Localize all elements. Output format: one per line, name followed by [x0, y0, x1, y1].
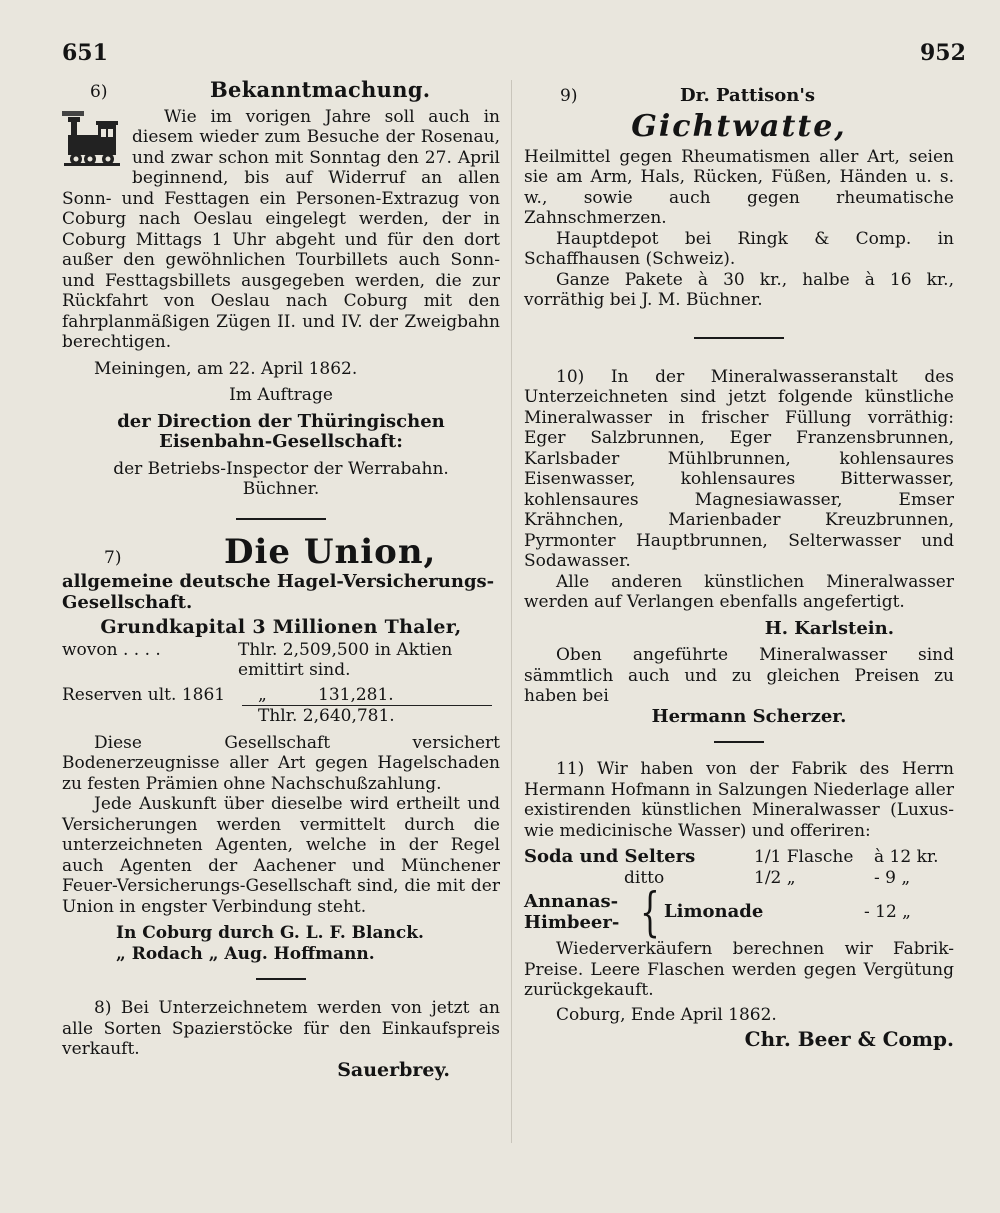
ad-9-prices: Ganze Pakete à 30 kr., halbe à 16 kr., vorräthig bei J. M. Büchner.	[524, 269, 954, 310]
ad-6-number: 6)	[90, 82, 108, 102]
ad-10-also: Oben angeführte Mineralwasser sind sämmtlich auch und zu gleichen Preisen zu haben bei	[524, 645, 954, 706]
price-row	[524, 868, 954, 889]
column-divider	[511, 80, 512, 1143]
ad-6-commission: Im Auftrage	[229, 385, 333, 405]
ad-10-other: Alle anderen künstlichen Mineralwasser werden auf Verlangen ebenfalls angefertigt.	[524, 571, 954, 612]
flavour-annanas: Annanas-	[524, 891, 619, 912]
right-column	[524, 80, 954, 1050]
separator-line	[714, 741, 764, 743]
ad-11-resellers: Wiederverkäufern berechnen wir Fabrik-Preise. Leere Flaschen werden gegen Vergütung zurückgekauft.	[524, 939, 954, 1000]
brace-glyph: {	[640, 882, 660, 943]
ad-8-signature: Sauerbrey.	[337, 1058, 450, 1081]
ad-11	[524, 759, 954, 1050]
ad-6-signature: Büchner.	[242, 479, 320, 499]
ad-6	[62, 77, 500, 500]
price-row-name: ditto	[624, 867, 665, 888]
ad-6-direction: der Direction der Thüringischen Eisenbahn-Gesellschaft:	[117, 410, 445, 452]
ad-7-wovon-amount: Thlr. 2,509,500 in Aktien emittirt sind.	[238, 639, 453, 680]
ad-6-place-date: Meiningen, am 22. April 1862.	[94, 358, 358, 379]
ad-9	[524, 86, 954, 311]
ad-7-capital: Grundkapital 3 Millionen Thaler,	[100, 616, 462, 638]
price-row-price: - 9 „	[874, 867, 911, 888]
ad-7	[62, 531, 500, 965]
ad-7-subtitle: allgemeine deutsche Hagel-Versicherungs-Gesellschaft.	[62, 571, 495, 613]
separator-line	[694, 337, 784, 339]
ad-9-depot: Hauptdepot bei Ringk & Comp. in Schaffhausen (Schweiz).	[524, 228, 954, 269]
limonade-row	[524, 882, 954, 943]
ad-10	[524, 367, 954, 728]
ad-6-inspector: der Betriebs-Inspector der Werrabahn.	[113, 458, 449, 479]
ad-11-signature: Chr. Beer & Comp.	[744, 1027, 954, 1051]
ad-9-number: 9)	[560, 86, 578, 106]
ad-7-para2: Jede Auskunft über dieselbe wird ertheilt und Versicherungen werden vermittelt durch die unterzeichneten Agenten, welche in der Regel auch Agenten der Aachener und Münchener Feuer-Versicherungs-Gesellschaft sind, die mit der Union in engster Verbindung steht.	[62, 794, 500, 917]
ad-6-body: Wie im vorigen Jahre soll auch in diesem wieder zum Besuche der Rosenau, und zwar schon mit Sonntag den 27. April beginnend, bis auf Widerruf an allen Sonn- und Festtagen ein Personen-Extrazug von Coburg nach Oeslau eingelegt werden, der in Coburg Mittags 1 Uhr abgeht und für den dort außer den gewöhnlichen Tourbillets auch Sonn- und Festtagsbillets ausgegeben werden, die zur Rückfahrt von Oeslau nach Coburg mit den fahrplanmäßigen Zügen II. und IV. der Zweigbahn berechtigen.	[62, 106, 500, 352]
ad-8-text: 8) Bei Unterzeichnetem werden von jetzt an alle Sorten Spazierstöcke für den Einkaufspreis verkauft.	[62, 998, 500, 1059]
ad-10-signature: H. Karlstein.	[764, 617, 894, 639]
flavour-himbeer: Himbeer-	[524, 911, 620, 933]
ad-10-body: 10) In der Mineralwasseranstalt des Unterzeichneten sind jetzt folgende künstliche Mineralwasser in frischer Füllung vorräthig: Eger Salzbrunnen, Eger Franzensbrunnen, Karlsbader Mühlbrunnen, kohlensaures Eisenwasser, kohlensaures Bitterwasser, kohlensaures Magnesiawasser, Emser Krähnchen, Marienbader Kreuzbrunnen, Pyrmonter Hauptbrunnen, Selterwasser und Sodawasser.	[524, 366, 954, 571]
page-number-left: 651	[62, 40, 108, 66]
ad-7-number: 7)	[104, 547, 122, 568]
ad-11-place-date: Coburg, Ende April 1862.	[556, 1004, 777, 1025]
price-row-size: 1/2 „	[754, 867, 796, 888]
ad-7-agent1: In Coburg durch G. L. F. Blanck.	[116, 923, 424, 943]
price-row-name: Soda und Selters	[524, 846, 696, 867]
ad-7-reserves-label: Reserven ult. 1861	[62, 684, 226, 705]
locomotive-icon	[62, 111, 122, 173]
ad-7-reserves-amount: 131,281.	[318, 684, 394, 705]
ad-7-total: Thlr. 2,640,781.	[258, 706, 395, 726]
price-row	[524, 847, 954, 868]
ad-10-also-name: Hermann Scherzer.	[651, 705, 847, 727]
price-row-size: 1/1 Flasche	[754, 847, 854, 867]
ad-7-agent2: „ Rodach „ Aug. Hoffmann.	[116, 943, 375, 964]
page-number-right: 952	[920, 40, 966, 66]
ad-7-title: Die Union,	[224, 531, 437, 572]
separator-line	[236, 518, 326, 520]
limonade-label: Limonade	[664, 901, 764, 923]
ad-6-title: Bekanntmachung.	[210, 77, 431, 102]
ad-11-body: 11) Wir haben von der Fabrik des Herrn Hermann Hofmann in Salzungen Niederlage aller existirenden künstlichen Mineralwasser (Luxus- wie medicinische Wasser) und offeriren:	[524, 759, 954, 841]
separator-line	[256, 978, 306, 980]
ad-7-wovon: wovon . . . .	[62, 639, 161, 660]
price-row-price: à 12 kr.	[874, 847, 939, 867]
ad-8	[62, 998, 500, 1080]
ad-9-brand: Dr. Pattison's	[680, 85, 816, 106]
ad-9-product: Gichtwatte,	[631, 108, 847, 144]
ad-9-body: Heilmittel gegen Rheumatismen aller Art, seien sie am Arm, Hals, Rücken, Füßen, Händen u. s. w., sowie auch gegen rheumatische Zahnschmerzen.	[524, 146, 954, 228]
left-column	[62, 77, 500, 1081]
ad-7-reserves-ditto: „	[258, 684, 267, 705]
limonade-price: - 12 „	[864, 902, 911, 923]
ad-7-para1: Diese Gesellschaft versichert Bodenerzeugnisse aller Art gegen Hagelschaden zu festen Prämien ohne Nachschußzahlung.	[62, 732, 500, 794]
